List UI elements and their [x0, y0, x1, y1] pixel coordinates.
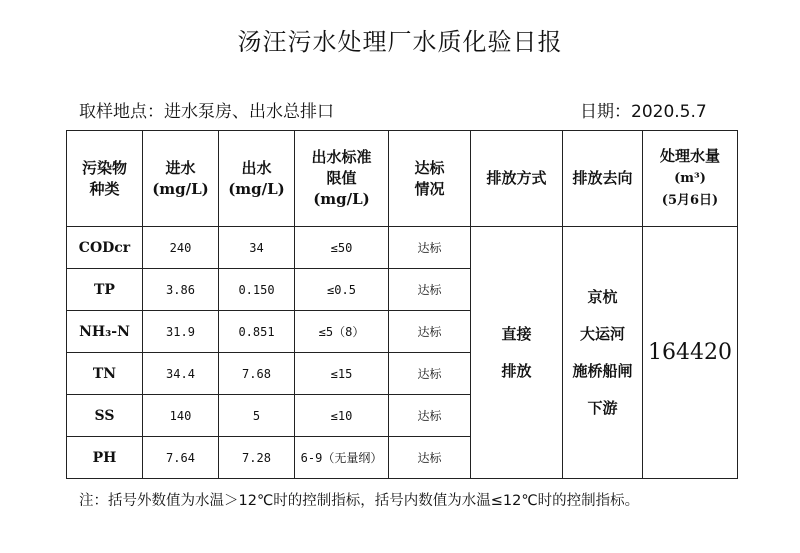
report-title: 汤汪污水处理厂水质化验日报 — [237, 28, 563, 56]
header-status — [389, 131, 471, 227]
influent-value: 31.9 — [143, 311, 219, 353]
header-limit-line1: 出水标准 — [311, 148, 372, 166]
status-value: 达标 — [389, 353, 471, 395]
header-influent — [143, 131, 219, 227]
effluent-value: 34 — [219, 227, 295, 269]
sampling-location: 取样地点：进水泵房、出水总排口 — [79, 102, 334, 122]
limit-value: ≤10 — [295, 395, 389, 437]
influent-value: 140 — [143, 395, 219, 437]
header-row — [67, 131, 738, 227]
influent-value: 7.64 — [143, 437, 219, 479]
limit-value: ≤5（8） — [295, 311, 389, 353]
effluent-value: 0.851 — [219, 311, 295, 353]
effluent-value: 0.150 — [219, 269, 295, 311]
effluent-value: 7.28 — [219, 437, 295, 479]
limit-value: ≤15 — [295, 353, 389, 395]
header-pollutant-line2: 种类 — [89, 179, 120, 198]
header-influent-unit: (mg/L) — [152, 179, 209, 198]
discharge-dest-line1: 京杭 — [587, 287, 618, 306]
limit-value: 6-9（无量纲） — [295, 437, 389, 479]
pollutant-name: PH — [67, 437, 143, 479]
influent-value: 3.86 — [143, 269, 219, 311]
influent-value: 240 — [143, 227, 219, 269]
discharge-destination-cell — [563, 227, 643, 479]
discharge-method-line1: 直接 — [501, 324, 532, 343]
treated-volume-value: 164420 — [643, 227, 738, 479]
status-value: 达标 — [389, 395, 471, 437]
header-volume-line1: 处理水量 — [659, 147, 720, 165]
header-volume-date: (5月6日) — [661, 193, 719, 208]
status-value: 达标 — [389, 437, 471, 479]
discharge-dest-line4: 下游 — [587, 398, 618, 417]
header-effluent — [219, 131, 295, 227]
header-discharge-destination: 排放去向 — [563, 131, 643, 227]
influent-value: 34.4 — [143, 353, 219, 395]
pollutant-name: NH₃-N — [67, 311, 143, 353]
header-volume — [643, 131, 738, 227]
header-discharge-method: 排放方式 — [471, 131, 563, 227]
status-value: 达标 — [389, 269, 471, 311]
table-row — [67, 227, 738, 269]
header-limit-unit: (mg/L) — [313, 190, 370, 208]
status-value: 达标 — [389, 227, 471, 269]
pollutant-name: TN — [67, 353, 143, 395]
effluent-value: 5 — [219, 395, 295, 437]
discharge-dest-line2: 大运河 — [579, 324, 625, 343]
effluent-value: 7.68 — [219, 353, 295, 395]
header-status-line2: 情况 — [414, 179, 445, 198]
header-volume-unit: (m³) — [674, 171, 706, 186]
pollutant-name: TP — [67, 269, 143, 311]
header-status-line1: 达标 — [414, 158, 445, 177]
header-effluent-line1: 出水 — [241, 158, 272, 177]
header-effluent-unit: (mg/L) — [228, 179, 285, 198]
limit-value: ≤0.5 — [295, 269, 389, 311]
discharge-dest-line3: 施桥船闸 — [572, 361, 633, 380]
header-influent-line1: 进水 — [165, 158, 196, 177]
limit-value: ≤50 — [295, 227, 389, 269]
pollutant-name: CODcr — [67, 227, 143, 269]
header-pollutant-line1: 污染物 — [81, 158, 127, 177]
header-pollutant — [67, 131, 143, 227]
water-quality-table — [66, 130, 738, 479]
footnote: 注：括号外数值为水温＞12℃时的控制指标，括号内数值为水温≤12℃时的控制指标。 — [79, 493, 640, 509]
report-date: 日期：2020.5.7 — [580, 102, 707, 122]
header-limit-line2: 限值 — [326, 169, 357, 187]
status-value: 达标 — [389, 311, 471, 353]
pollutant-name: SS — [67, 395, 143, 437]
discharge-method-cell — [471, 227, 563, 479]
header-limit — [295, 131, 389, 227]
discharge-method-line2: 排放 — [501, 361, 532, 380]
